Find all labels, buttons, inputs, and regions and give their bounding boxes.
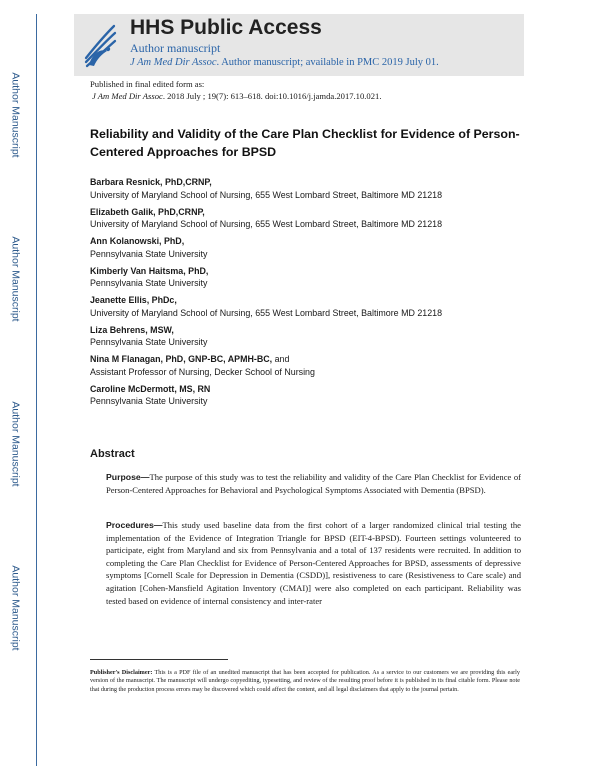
- hhs-eagle-icon: [80, 18, 120, 72]
- author-entry: [90, 235, 530, 260]
- author-entry: [90, 206, 530, 231]
- author-entry: [90, 383, 530, 408]
- author-name: Ann Kolanowski, PhD,: [90, 236, 185, 246]
- author-entry: [90, 265, 530, 290]
- header-journal-abbrev: J Am Med Dir Assoc: [130, 57, 217, 68]
- author-entry: [90, 324, 530, 349]
- author-name: Elizabeth Galik, PhD,CRNP,: [90, 206, 205, 217]
- author-affiliation: Pennsylvania State University: [90, 396, 208, 406]
- author-entry: [90, 176, 530, 201]
- author-name: Caroline McDermott, MS, RN: [90, 383, 211, 394]
- article-title: Reliability and Validity of the Care Plan Checklist for Evidence of Person-Centered Approaches for BPSD: [90, 127, 520, 159]
- disclaimer-text: This is a PDF file of an unedited manuscript that has been accepted for publication. As a service to our customers we are providing this early version of the manuscript. The manuscript will undergo copyediting, typesetting, and review of the resulting proof before it is published in its final citable form. Please note that during the production process errors may be discovered which could affect the content, and all legal disclaimers that apply to the journal pertain.: [90, 669, 520, 693]
- citation-line: [92, 91, 381, 101]
- header-availability: . Author manuscript; available in PMC 2019 July 01.: [216, 57, 439, 68]
- author-list: [90, 176, 530, 412]
- author-entry: [90, 353, 530, 378]
- header-journal-line: [130, 57, 439, 68]
- disclaimer-label: Publisher's Disclaimer:: [90, 669, 153, 676]
- author-affiliation: Pennsylvania State University: [90, 248, 208, 259]
- sidebar-label: Author Manuscript: [10, 565, 22, 651]
- hhs-header: [74, 14, 524, 76]
- header-subtitle: Author manuscript: [130, 41, 221, 55]
- abstract-heading: Abstract: [90, 448, 135, 460]
- header-title: HHS Public Access: [130, 16, 322, 39]
- sidebar-rule: [36, 14, 37, 766]
- publisher-disclaimer: [90, 669, 520, 694]
- abstract-procedures: [106, 519, 521, 607]
- author-affiliation: Assistant Professor of Nursing, Decker School of Nursing: [90, 366, 315, 377]
- procedures-text: This study used baseline data from the first cohort of a larger randomized clinical trial testing the implementation of the Evidence of Integration Triangle for BPSD (EIT-4-BPSD). Fourteen settings volunteered to participate, eight from Maryland and six from Pennsylvania and a total of 137 residents were recruited. In addition to completing the Care Plan Checklist for Evidence of Person-Centered Approaches for BPSD, assessments of depressive symptoms [Cornell Scale for Depression in Dementia (CSDD)], resistiveness to care (Resistiveness to Care scale) and agitation [Cohen-Mansfield Agitation Inventory (CMAI)] were also completed on each participant. Reliability was tested based on evidence of internal consistency and inter-rater: [106, 520, 521, 606]
- author-name: Liza Behrens, MSW,: [90, 324, 174, 335]
- author-name: Jeanette Ellis, PhDc,: [90, 295, 177, 305]
- abstract-purpose: [106, 471, 521, 496]
- author-name: Barbara Resnick, PhD,CRNP,: [90, 177, 212, 187]
- citation-details: . 2018 July ; 19(7): 613–618. doi:10.1016/j.jamda.2017.10.021.: [162, 91, 382, 101]
- author-entry: [90, 294, 530, 319]
- author-affiliation: University of Maryland School of Nursing, 655 West Lombard Street, Baltimore MD 21218: [90, 219, 443, 229]
- author-affiliation: Pennsylvania State University: [90, 337, 208, 347]
- author-affiliation: Pennsylvania State University: [90, 278, 208, 288]
- citation-journal: J Am Med Dir Assoc: [92, 91, 163, 101]
- author-name: Kimberly Van Haitsma, PhD,: [90, 265, 209, 276]
- sidebar-label: Author Manuscript: [10, 72, 22, 158]
- author-name: Nina M Flanagan, PhD, GNP-BC, APMH-BC, and: [90, 354, 290, 364]
- sidebar-label: Author Manuscript: [10, 401, 22, 487]
- author-affiliation: University of Maryland School of Nursing, 655 West Lombard Street, Baltimore MD 21218: [90, 307, 443, 318]
- author-affiliation: University of Maryland School of Nursing, 655 West Lombard Street, Baltimore MD 21218: [90, 189, 443, 200]
- footnote-rule: [90, 659, 228, 660]
- purpose-text: The purpose of this study was to test the reliability and validity of the Care Plan Checklist for Evidence of Person-Centered Approaches for Behavioral and Psychological Symptoms Associated with Dementia (BPSD).: [106, 472, 521, 495]
- purpose-label: Purpose—: [106, 472, 150, 482]
- sidebar-label: Author Manuscript: [10, 236, 22, 322]
- procedures-label: Procedures—: [106, 520, 163, 530]
- published-label: Published in final edited form as:: [90, 79, 205, 89]
